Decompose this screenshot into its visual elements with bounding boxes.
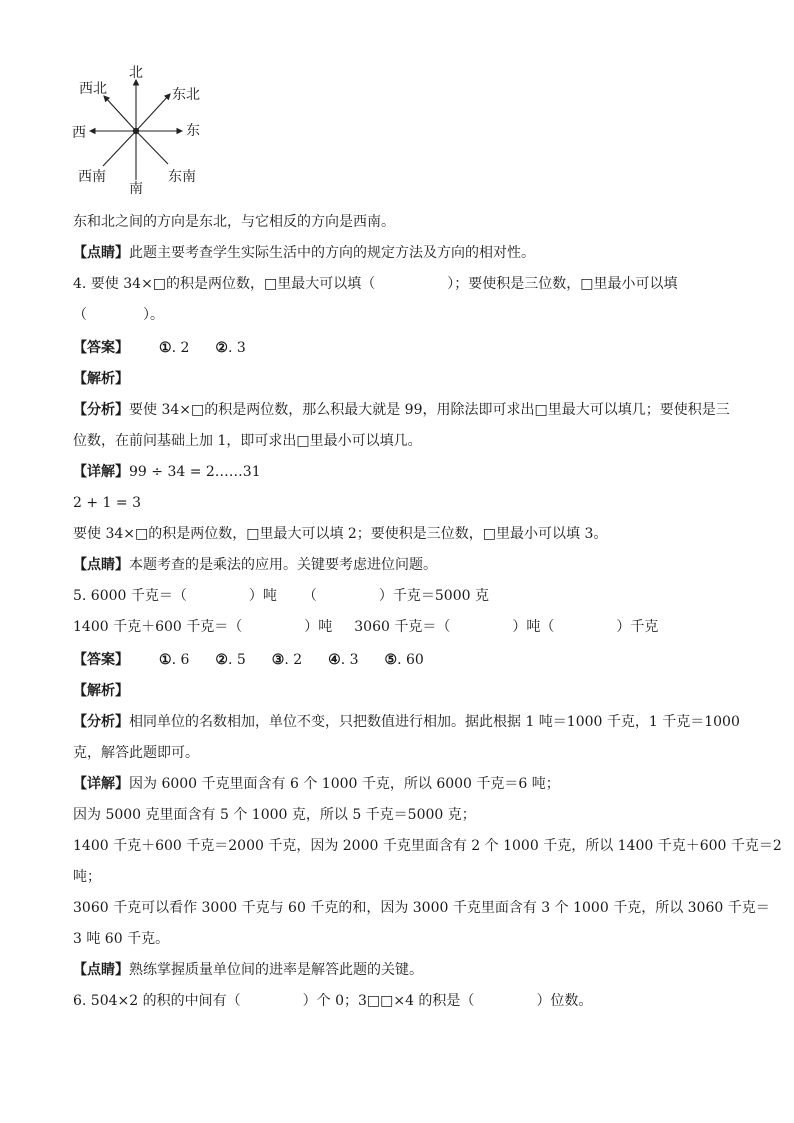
- answer-val-1: . 2: [171, 340, 190, 356]
- text: 因为 6000 千克里面含有 6 个 1000 千克，所以 6000 千克＝6 吨；: [129, 776, 560, 792]
- text: 此题主要考查学生实际生活中的方向的规定方法及方向的相对性。: [129, 245, 535, 261]
- answer-val-4: . 3: [340, 652, 359, 668]
- text-line-19: [73, 774, 773, 794]
- answer-num-4: ④: [328, 652, 341, 668]
- tag-analysis: 【解析】: [73, 371, 129, 387]
- text: 5. 6000 千克＝（: [73, 588, 187, 604]
- text: （: [73, 307, 87, 323]
- text-line-20: 因为 5000 克里面含有 5 个 1000 克，所以 5 千克＝5000 克；: [73, 807, 476, 823]
- question-4-line-2: [73, 305, 773, 325]
- text-line-23: 3060 千克可以看作 3000 千克与 60 千克的和，因为 3000 千克里面含有 3 个 1000 千克，所以 3060 千克＝: [73, 900, 770, 916]
- answer-val-2: . 3: [227, 340, 246, 356]
- text: 3060 千克＝（: [354, 619, 451, 635]
- answer-val-1: . 6: [171, 652, 190, 668]
- text-line-8: 位数，在前问基础上加 1，即可求出□里最小可以填几。: [73, 433, 422, 449]
- text: （: [302, 588, 317, 604]
- text: ）吨（: [512, 619, 555, 635]
- answer-line-q4: [73, 338, 773, 358]
- answer-line-q5: [73, 650, 773, 670]
- question-6-line: [73, 991, 773, 1011]
- tag-explain: 【分析】: [73, 714, 129, 730]
- tag-review: 【点睛】: [73, 962, 129, 978]
- text: ）个 0；3□□×4 的积是（: [302, 993, 475, 1009]
- question-5-line-2: [73, 617, 773, 637]
- text-line-25: [73, 960, 773, 980]
- tag-answer: 【答案】: [73, 340, 129, 356]
- text: ）；要使积是三位数，□里最小可以填: [447, 276, 678, 292]
- answer-val-2: . 5: [227, 652, 246, 668]
- question-4-line-1: [73, 274, 773, 294]
- text-line-9: [73, 462, 773, 482]
- answer-num-2: ②: [215, 340, 228, 356]
- compass-diagram: [60, 60, 220, 200]
- text-line-17: [73, 712, 773, 732]
- label-east: 东: [186, 123, 200, 139]
- text-line-12: [73, 555, 773, 575]
- text: 99 ÷ 34 = 2……31: [129, 464, 261, 480]
- text: 4. 要使 34×□的积是两位数，□里最大可以填（: [73, 276, 376, 292]
- text-line-2: [73, 243, 773, 263]
- label-south: 南: [129, 181, 143, 197]
- text: 熟练掌握质量单位间的进率是解答此题的关键。: [129, 962, 423, 978]
- label-southeast: 东南: [168, 169, 196, 185]
- answer-val-3: . 2: [284, 652, 303, 668]
- text: 本题考查的是乘法的应用。关键要考虑进位问题。: [129, 557, 437, 573]
- text: ）位数。: [536, 993, 593, 1009]
- label-west: 西: [72, 125, 86, 141]
- text: ）千克: [616, 619, 659, 635]
- text: 6. 504×2 的积的中间有（: [73, 993, 241, 1009]
- tag-analysis: 【解析】: [73, 683, 129, 699]
- question-5-line-1: [73, 586, 773, 606]
- label-north: 北: [129, 65, 143, 81]
- text: 要使 34×□的积是两位数，那么积最大就是 99，用除法即可求出□里最大可以填几；要使积是三: [129, 402, 730, 418]
- text-line-10: 2 + 1 = 3: [73, 495, 141, 511]
- text-line-11: 要使 34×□的积是两位数，□里最大可以填 2；要使积是三位数，□里最小可以填 3。: [73, 526, 608, 542]
- text-line-21: 1400 千克＋600 千克＝2000 千克，因为 2000 千克里面含有 2 个 1000 千克，所以 1400 千克＋600 千克＝2: [73, 838, 782, 854]
- tag-detail: 【详解】: [73, 776, 129, 792]
- tag-answer: 【答案】: [73, 652, 129, 668]
- tag-explain: 【分析】: [73, 402, 129, 418]
- text: 1400 千克＋600 千克＝（: [73, 619, 243, 635]
- text-line-1: 东和北之间的方向是东北，与它相反的方向是西南。: [73, 214, 395, 230]
- tag-analysis-line: [73, 369, 773, 389]
- tag-review: 【点睛】: [73, 557, 129, 573]
- text: 相同单位的名数相加，单位不变，只把数值进行相加。据此根据 1 吨＝1000 千克，1 千克＝1000: [129, 714, 740, 730]
- answer-val-5: . 60: [397, 652, 424, 668]
- text: ）吨: [304, 619, 333, 635]
- tag-review: 【点睛】: [73, 245, 129, 261]
- label-northwest: 西北: [79, 81, 107, 97]
- answer-num-1: ①: [159, 652, 172, 668]
- text-line-18: 克，解答此题即可。: [73, 745, 199, 761]
- answer-num-2: ②: [215, 652, 228, 668]
- label-northeast: 东北: [172, 87, 200, 103]
- answer-num-3: ③: [271, 652, 285, 668]
- tag-detail: 【详解】: [73, 464, 129, 480]
- answer-num-5: ⑤: [384, 652, 398, 668]
- text-line-22: 吨；: [73, 869, 101, 885]
- answer-num-1: ①: [159, 340, 172, 356]
- text: ）千克＝5000 克: [378, 588, 489, 604]
- text-line-7: [73, 400, 773, 420]
- tag-analysis-line: [73, 681, 773, 701]
- text: ）吨: [248, 588, 277, 604]
- label-southwest: 西南: [78, 169, 106, 185]
- text-line-24: 3 吨 60 千克。: [73, 931, 170, 947]
- text: ）。: [143, 307, 164, 323]
